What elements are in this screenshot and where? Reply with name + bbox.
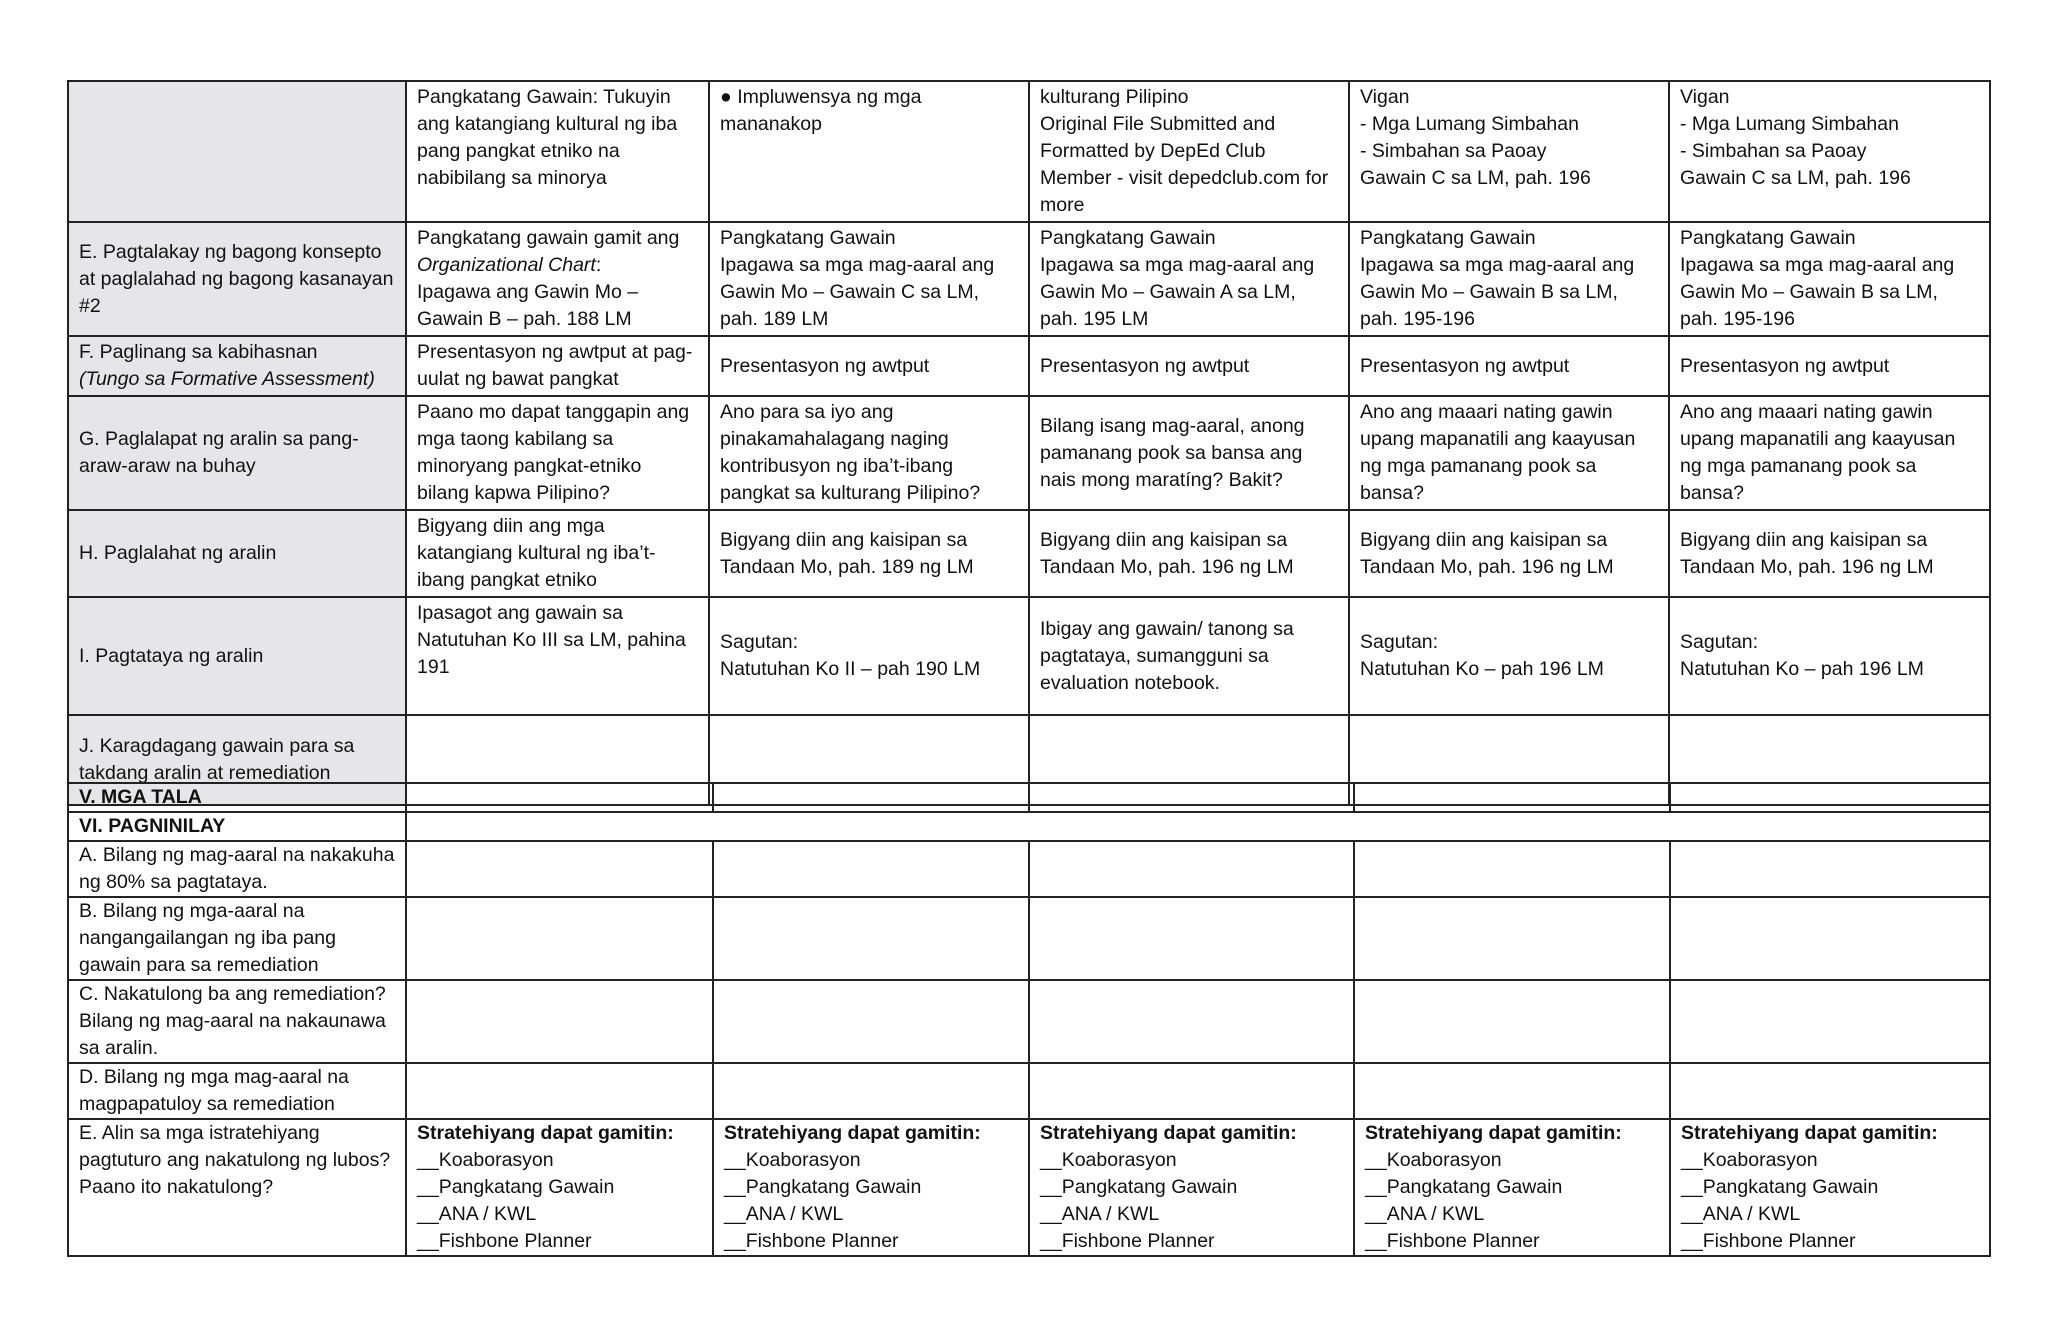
strategy-options: __Koaborasyon __Pangkatang Gawain __ANA / KWL __Fishbone Planner xyxy=(417,1149,615,1252)
row-label: A. Bilang ng mag-aaral na nakakuha ng 80% sa pagtataya. xyxy=(68,841,406,897)
table-row xyxy=(68,597,1990,715)
row-label: F. Paglinang sa kabihasnan (Tungo sa Formative Assessment) xyxy=(68,336,406,396)
row-label xyxy=(68,81,406,222)
table-cell: Sagutan: Natutuhan Ko – pah 196 LM xyxy=(1349,597,1669,715)
table-cell xyxy=(713,897,1029,980)
table-cell: Vigan - Mga Lumang Simbahan - Simbahan sa Paoay Gawain C sa LM, pah. 196 xyxy=(1669,81,1990,222)
table-cell: Presentasyon ng awtput xyxy=(709,336,1029,396)
table-cell xyxy=(1670,1063,1990,1119)
strategy-options: __Koaborasyon __Pangkatang Gawain __ANA / KWL __Fishbone Planner xyxy=(1681,1149,1879,1252)
section-heading: V. MGA TALA xyxy=(68,783,406,812)
table-cell: Ipasagot ang gawain sa Natutuhan Ko III sa LM, pahina 191 xyxy=(406,597,709,715)
strategy-options: __Koaborasyon __Pangkatang Gawain __ANA / KWL __Fishbone Planner xyxy=(1365,1149,1563,1252)
table-row xyxy=(68,396,1990,510)
table-cell xyxy=(1354,897,1670,980)
table-cell: Bigyang diin ang mga katangiang kultural ng iba’t-ibang pangkat etniko xyxy=(406,510,709,597)
table-cell xyxy=(1354,783,1670,812)
table-cell: Pangkatang Gawain Ipagawa sa mga mag-aaral ang Gawin Mo – Gawain B sa LM, pah. 195-196 xyxy=(1669,222,1990,336)
table-cell xyxy=(406,783,713,812)
table-cell xyxy=(406,812,1990,841)
strategy-heading: Stratehiyang dapat gamitin: xyxy=(1040,1122,1297,1144)
strategy-cell xyxy=(406,1119,713,1256)
row-label: E. Alin sa mga istratehiyang pagtuturo ang nakatulong ng lubos? Paano ito nakatulong? xyxy=(68,1119,406,1256)
strategy-options: __Koaborasyon __Pangkatang Gawain __ANA / KWL __Fishbone Planner xyxy=(1040,1149,1238,1252)
table-row xyxy=(68,510,1990,597)
row-label: E. Pagtalakay ng bagong konsepto at paglalahad ng bagong kasanayan #2 xyxy=(68,222,406,336)
table-cell: Bigyang diin ang kaisipan sa Tandaan Mo, pah. 196 ng LM xyxy=(1349,510,1669,597)
table-cell xyxy=(713,783,1029,812)
row-label: J. Karagdagang gawain para sa takdang aralin at remediation xyxy=(68,715,406,805)
table-cell: Vigan - Mga Lumang Simbahan - Simbahan sa Paoay Gawain C sa LM, pah. 196 xyxy=(1349,81,1669,222)
table-cell xyxy=(1670,783,1990,812)
table-cell: Presentasyon ng awtput xyxy=(1669,336,1990,396)
table-row xyxy=(68,841,1990,897)
table-cell: Ano ang maaari nating gawin upang mapanatili ang kaayusan ng mga pamanang pook sa bansa? xyxy=(1669,396,1990,510)
strategy-cell xyxy=(713,1119,1029,1256)
table-cell xyxy=(713,1063,1029,1119)
strategy-options: __Koaborasyon __Pangkatang Gawain __ANA / KWL __Fishbone Planner xyxy=(724,1149,922,1252)
table-cell: Bigyang diin ang kaisipan sa Tandaan Mo, pah. 189 ng LM xyxy=(709,510,1029,597)
table-cell xyxy=(1354,841,1670,897)
table-cell: Pangkatang Gawain: Tukuyin ang katangiang kultural ng iba pang pangkat etniko na nabibilang sa minorya xyxy=(406,81,709,222)
table-row xyxy=(68,1063,1990,1119)
table-cell: Pangkatang gawain gamit ang Organizational Chart: Ipagawa ang Gawin Mo – Gawain B – pah. 188 LM xyxy=(406,222,709,336)
strategy-heading: Stratehiyang dapat gamitin: xyxy=(417,1122,674,1144)
row-label: G. Paglalapat ng aralin sa pang-araw-araw na buhay xyxy=(68,396,406,510)
lesson-plan-table xyxy=(67,80,1991,806)
table-row xyxy=(68,980,1990,1063)
strategy-cell xyxy=(1029,1119,1354,1256)
table-cell: Paano mo dapat tanggapin ang mga taong kabilang sa minoryang pangkat-etniko bilang kapwa Pilipino? xyxy=(406,396,709,510)
table-row xyxy=(68,336,1990,396)
strategy-heading: Stratehiyang dapat gamitin: xyxy=(1681,1122,1938,1144)
table-row xyxy=(68,812,1990,841)
table-row xyxy=(68,783,1990,812)
table-cell: Bigyang diin ang kaisipan sa Tandaan Mo, pah. 196 ng LM xyxy=(1669,510,1990,597)
table-cell xyxy=(406,1063,713,1119)
table-cell xyxy=(713,841,1029,897)
table-cell: Sagutan: Natutuhan Ko – pah 196 LM xyxy=(1669,597,1990,715)
table-cell: Pangkatang Gawain Ipagawa sa mga mag-aaral ang Gawin Mo – Gawain A sa LM, pah. 195 LM xyxy=(1029,222,1349,336)
table-cell: Presentasyon ng awtput xyxy=(1029,336,1349,396)
table-row xyxy=(68,897,1990,980)
table-cell: Presentasyon ng awtput xyxy=(1349,336,1669,396)
table-cell: Ano para sa iyo ang pinakamahalagang naging kontribusyon ng iba’t-ibang pangkat sa kulturang Pilipino? xyxy=(709,396,1029,510)
table-cell: Ibigay ang gawain/ tanong sa pagtataya, sumangguni sa evaluation notebook. xyxy=(1029,597,1349,715)
row-label: B. Bilang ng mga-aaral na nangangailangan ng iba pang gawain para sa remediation xyxy=(68,897,406,980)
italic-text: Organizational Chart xyxy=(417,254,596,276)
table-cell: Pangkatang Gawain Ipagawa sa mga mag-aaral ang Gawin Mo – Gawain C sa LM, pah. 189 LM xyxy=(709,222,1029,336)
strategy-heading: Stratehiyang dapat gamitin: xyxy=(724,1122,981,1144)
table-cell: Bilang isang mag-aaral, anong pamanang pook sa bansa ang nais mong maratíng? Bakit? xyxy=(1029,396,1349,510)
reflection-table xyxy=(67,782,1991,1257)
row-label: H. Paglalahat ng aralin xyxy=(68,510,406,597)
row-label: I. Pagtataya ng aralin xyxy=(68,597,406,715)
table-cell xyxy=(406,841,713,897)
table-cell xyxy=(1354,980,1670,1063)
table-cell xyxy=(1029,841,1354,897)
table-cell: Sagutan: Natutuhan Ko II – pah 190 LM xyxy=(709,597,1029,715)
table-row xyxy=(68,222,1990,336)
table-cell: Bigyang diin ang kaisipan sa Tandaan Mo, pah. 196 ng LM xyxy=(1029,510,1349,597)
table-cell: Ano ang maaari nating gawin upang mapanatili ang kaayusan ng mga pamanang pook sa bansa? xyxy=(1349,396,1669,510)
table-row xyxy=(68,81,1990,222)
table-cell: Pangkatang Gawain Ipagawa sa mga mag-aaral ang Gawin Mo – Gawain B sa LM, pah. 195-196 xyxy=(1349,222,1669,336)
table-cell: kulturang Pilipino Original File Submitted and Formatted by DepEd Club Member - visit depedclub.com for more xyxy=(1029,81,1349,222)
row-label: D. Bilang ng mga mag-aaral na magpapatuloy sa remediation xyxy=(68,1063,406,1119)
table-cell xyxy=(1029,897,1354,980)
section-heading: VI. PAGNINILAY xyxy=(68,812,406,841)
table-cell xyxy=(1670,980,1990,1063)
table-cell xyxy=(1670,897,1990,980)
table-cell xyxy=(1354,1063,1670,1119)
table-cell xyxy=(713,980,1029,1063)
table-cell xyxy=(1029,783,1354,812)
strategy-cell xyxy=(1670,1119,1990,1256)
table-cell xyxy=(1029,1063,1354,1119)
strategy-heading: Stratehiyang dapat gamitin: xyxy=(1365,1122,1622,1144)
table-cell xyxy=(406,897,713,980)
table-cell xyxy=(406,980,713,1063)
row-label: C. Nakatulong ba ang remediation? Bilang ng mag-aaral na nakaunawa sa aralin. xyxy=(68,980,406,1063)
table-cell: Presentasyon ng awtput at pag-uulat ng bawat pangkat xyxy=(406,336,709,396)
table-cell xyxy=(1029,980,1354,1063)
table-row xyxy=(68,1119,1990,1256)
italic-text: (Tungo sa Formative Assessment) xyxy=(79,368,375,390)
strategy-cell xyxy=(1354,1119,1670,1256)
table-cell: ● Impluwensya ng mga mananakop xyxy=(709,81,1029,222)
table-cell xyxy=(1670,841,1990,897)
